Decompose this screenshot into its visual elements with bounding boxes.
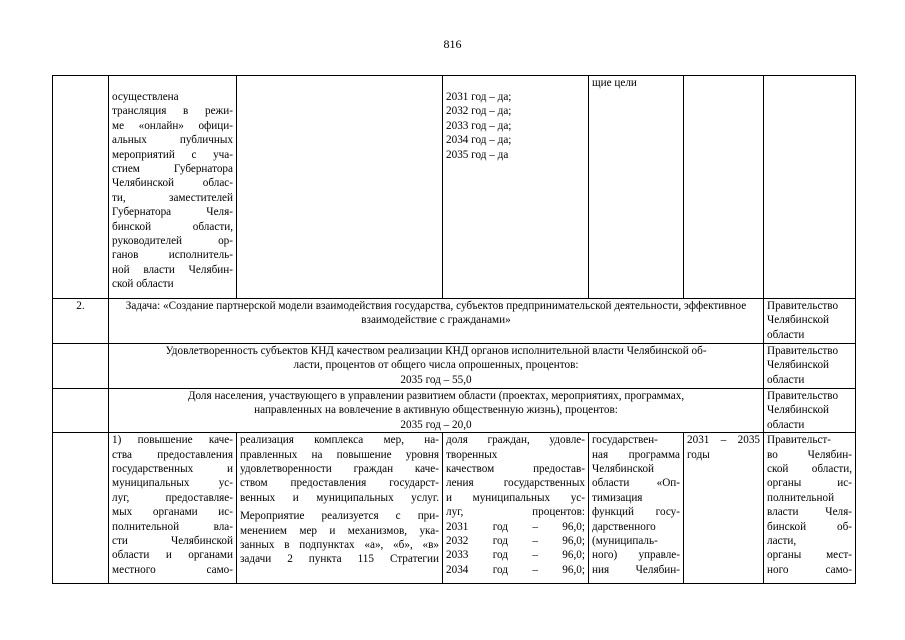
text-line: альных публичных bbox=[112, 134, 233, 147]
text-line: органы мест- bbox=[767, 549, 852, 562]
indicator-text bbox=[109, 389, 764, 433]
text-line: мых органами ис- bbox=[112, 506, 233, 519]
text-line: органы ис- bbox=[767, 477, 852, 490]
text-line: ской области, bbox=[767, 463, 852, 476]
row-number-cell bbox=[53, 76, 109, 299]
indicator-cell bbox=[443, 76, 589, 299]
page-number: 816 bbox=[443, 37, 462, 51]
text-line: ме «онлайн» офици- bbox=[112, 119, 233, 132]
responsible-text: Правительство Челябинской области bbox=[767, 345, 839, 386]
text-line: венных и муниципальных услуг. bbox=[240, 491, 439, 504]
table-row bbox=[53, 389, 856, 433]
text-line: руководителей ор- bbox=[112, 235, 233, 248]
program-text: щие цели bbox=[592, 77, 637, 89]
text-line: трансляция в режи- bbox=[112, 105, 233, 118]
text-line: 2034 год – да; bbox=[446, 134, 512, 147]
responsible-cell bbox=[764, 389, 856, 433]
text-line: 2034 год – 96,0; bbox=[446, 563, 585, 576]
indicator-target: 2035 год – 55,0 bbox=[400, 373, 472, 386]
text-line: занных в подпунктах «а», «б», «в» bbox=[240, 539, 439, 552]
text-line: государственных и bbox=[112, 463, 233, 476]
text-line: ной власти Челябин- bbox=[112, 263, 233, 276]
responsible-cell bbox=[764, 433, 856, 584]
text-line: Челябинской облас- bbox=[112, 177, 233, 190]
text-line: 1) повышение каче- bbox=[112, 434, 233, 447]
table-row bbox=[53, 299, 856, 344]
text-line: сти Челябинской bbox=[112, 535, 233, 548]
program-cell bbox=[589, 433, 684, 584]
text-line: муниципальных ус- bbox=[112, 477, 233, 490]
text-line: (муниципаль- bbox=[592, 535, 658, 548]
text-line: Мероприятие реализуется с при- bbox=[240, 510, 439, 523]
measure-cell bbox=[109, 433, 237, 584]
text-line: ством предоставления государст- bbox=[240, 477, 439, 490]
text-line: полнительной вла- bbox=[112, 520, 233, 533]
mechanism-cell bbox=[237, 433, 443, 584]
indicator-line: Удовлетворенность субъектов КНД качеством реализации КНД органов исполнительной власти Челябинской об- bbox=[165, 345, 707, 357]
text-line: Губернатора Челя- bbox=[112, 206, 233, 219]
table-row bbox=[53, 433, 856, 584]
text-line: луг, процентов: bbox=[446, 506, 585, 519]
row-number: 2. bbox=[53, 299, 109, 344]
table-row bbox=[53, 76, 856, 299]
text-line: доля граждан, удовле- bbox=[446, 434, 585, 447]
text-line: полнительной bbox=[767, 491, 835, 504]
responsible-text: Правительство Челябинской области bbox=[767, 300, 839, 341]
text-line: 2031 год – 96,0; bbox=[446, 520, 585, 533]
text-line: ного само- bbox=[767, 563, 852, 576]
text-line: ная программа bbox=[592, 448, 680, 461]
mechanism-cell bbox=[237, 76, 443, 299]
text-line: творенных bbox=[446, 448, 498, 461]
text-line: ласти, bbox=[767, 535, 797, 548]
text-line: ления государственных bbox=[446, 477, 585, 490]
text-line: бинской области, bbox=[112, 220, 233, 233]
row-number-cell bbox=[53, 389, 109, 433]
text-line: ганов исполнитель- bbox=[112, 249, 233, 262]
text-line: функций госу- bbox=[592, 506, 680, 519]
row-number-cell bbox=[53, 344, 109, 389]
indicator-line: Доля населения, участвующего в управлении развитием области (проектах, мероприятиях, программах, bbox=[187, 390, 685, 402]
text-line: 2033 год – 96,0; bbox=[446, 549, 585, 562]
measure-cell bbox=[109, 76, 237, 299]
text-line: удовлетворенности граждан каче- bbox=[240, 463, 439, 476]
indicator-target: 2035 год – 20,0 bbox=[400, 418, 472, 431]
text-line: бинской об- bbox=[767, 520, 852, 533]
indicator-cell bbox=[443, 433, 589, 584]
text-line: 2031 год – да; bbox=[446, 91, 512, 103]
text-line: 2032 год – да; bbox=[446, 105, 512, 118]
responsible-cell bbox=[764, 299, 856, 344]
indicator-line: направленных на вовлечение в активную общественную жизнь), процентов: bbox=[254, 404, 618, 417]
text-line: ской области bbox=[112, 278, 174, 291]
text-line: мероприятий с уча- bbox=[112, 148, 233, 161]
text-line: области «Оп- bbox=[592, 477, 680, 490]
text-line: луг, предоставляе- bbox=[112, 491, 233, 504]
table-row bbox=[53, 344, 856, 389]
text-line: государствен- bbox=[592, 434, 658, 447]
text-line: ти, заместителей bbox=[112, 191, 233, 204]
text-line: и муниципальных ус- bbox=[446, 491, 585, 504]
period-cell bbox=[684, 76, 764, 299]
responsible-cell bbox=[764, 76, 856, 299]
text-line: Правительст- bbox=[767, 434, 832, 447]
text-line: правленных на повышение уровня bbox=[240, 448, 439, 461]
text-line: ства предоставления bbox=[112, 448, 233, 461]
indicator-text bbox=[109, 344, 764, 389]
text-line: тимизация bbox=[592, 491, 643, 504]
text-line: власти Челя- bbox=[767, 506, 852, 519]
text-line: ния Челябин- bbox=[592, 563, 680, 576]
text-line: 2032 год – 96,0; bbox=[446, 535, 585, 548]
text-line: осуществлена bbox=[112, 91, 179, 103]
indicator-line: ласти, процентов от общего числа опрошенных, процентов: bbox=[293, 359, 579, 372]
period-text: 2031 – 2035 годы bbox=[687, 434, 760, 461]
responsible-cell bbox=[764, 344, 856, 389]
text-line: дарственного bbox=[592, 520, 656, 533]
period-cell bbox=[684, 433, 764, 584]
text-line: стием Губернатора bbox=[112, 163, 233, 176]
text-line: качеством предостав- bbox=[446, 463, 585, 476]
text-line: во Челябин- bbox=[767, 448, 852, 461]
row-number-cell bbox=[53, 433, 109, 584]
responsible-text: Правительство Челябинской области bbox=[767, 390, 839, 431]
text-line: Челябинской bbox=[592, 463, 655, 476]
text-line: области и органами bbox=[112, 549, 233, 562]
task-text: Задача: «Создание партнерской модели взаимодействия государства, субъектов предпринимательской деятельности, эффективное взаимодействие с гражданами» bbox=[109, 299, 764, 344]
text-line: местного само- bbox=[112, 563, 233, 576]
text-line: ного) управле- bbox=[592, 549, 680, 562]
text-line: менением мер и механизмов, ука- bbox=[240, 524, 439, 537]
text-line: задачи 2 пункта 115 Стратегии bbox=[240, 553, 439, 566]
text-line: реализация комплекса мер, на- bbox=[240, 434, 439, 447]
program-cell bbox=[589, 76, 684, 299]
text-line: 2035 год – да bbox=[446, 148, 509, 161]
strategy-table bbox=[52, 75, 856, 584]
text-line: 2033 год – да; bbox=[446, 119, 512, 132]
